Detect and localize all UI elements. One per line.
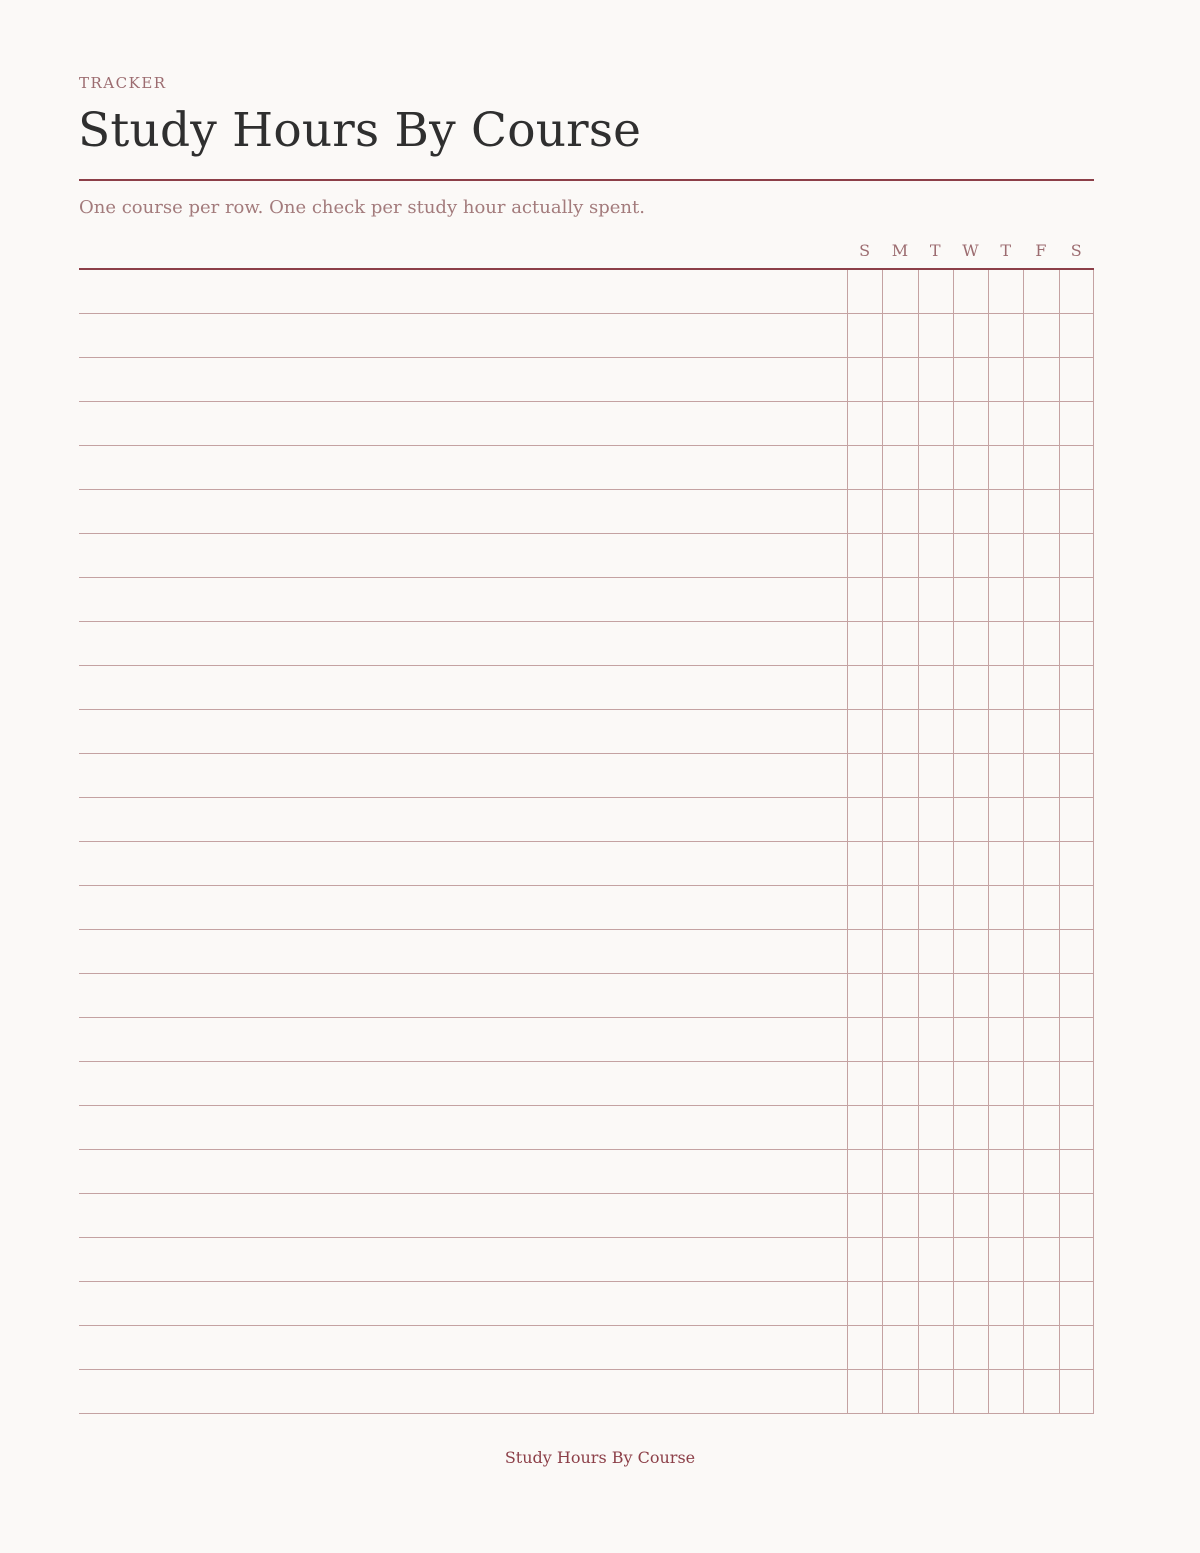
tracker-row xyxy=(79,1238,1094,1282)
hour-check-cell[interactable] xyxy=(1023,1150,1058,1193)
hour-check-cell[interactable] xyxy=(988,1018,1023,1061)
hour-check-cell[interactable] xyxy=(882,314,917,357)
hour-check-cell[interactable] xyxy=(847,1062,882,1105)
hour-check-cell[interactable] xyxy=(847,754,882,797)
hour-check-cell[interactable] xyxy=(882,1062,917,1105)
hour-check-cell[interactable] xyxy=(1059,666,1094,709)
tracker-row xyxy=(79,1150,1094,1194)
title-divider xyxy=(79,179,1094,181)
tracker-row xyxy=(79,578,1094,622)
tracker-row xyxy=(79,446,1094,490)
hour-check-cell[interactable] xyxy=(1059,402,1094,445)
hour-check-cell[interactable] xyxy=(882,1106,917,1149)
hour-check-cell[interactable] xyxy=(953,666,988,709)
course-name-field[interactable] xyxy=(79,930,847,973)
hour-check-cell[interactable] xyxy=(918,490,953,533)
hour-check-cell[interactable] xyxy=(953,1370,988,1413)
hour-check-cell[interactable] xyxy=(988,798,1023,841)
course-name-field[interactable] xyxy=(79,1018,847,1061)
course-name-field[interactable] xyxy=(79,1150,847,1193)
hour-check-cell[interactable] xyxy=(918,358,953,401)
hour-check-cell[interactable] xyxy=(988,490,1023,533)
hour-check-cell[interactable] xyxy=(847,402,882,445)
hour-check-cell[interactable] xyxy=(847,974,882,1017)
tracker-row xyxy=(79,842,1094,886)
hour-check-cell[interactable] xyxy=(1023,1370,1058,1413)
hour-check-cell[interactable] xyxy=(1059,1282,1094,1325)
hour-check-cell[interactable] xyxy=(882,666,917,709)
hour-check-cell[interactable] xyxy=(847,1018,882,1061)
tracker-row xyxy=(79,622,1094,666)
tracker-row xyxy=(79,710,1094,754)
tracker-row xyxy=(79,666,1094,710)
hour-check-cell[interactable] xyxy=(1023,270,1058,313)
hour-check-cell[interactable] xyxy=(918,1062,953,1105)
hour-check-cell[interactable] xyxy=(918,842,953,885)
day-label: S xyxy=(1070,241,1082,260)
hour-check-cell[interactable] xyxy=(1023,358,1058,401)
hour-check-cell[interactable] xyxy=(988,1238,1023,1281)
page-title: Study Hours By Course xyxy=(78,103,642,158)
hour-check-cell[interactable] xyxy=(953,842,988,885)
hour-check-cell[interactable] xyxy=(1059,798,1094,841)
hour-check-cell[interactable] xyxy=(1059,886,1094,929)
hour-check-cell[interactable] xyxy=(953,402,988,445)
course-name-field[interactable] xyxy=(79,1194,847,1237)
hour-check-cell[interactable] xyxy=(953,1062,988,1105)
hour-check-cell[interactable] xyxy=(988,1326,1023,1369)
hour-check-cell[interactable] xyxy=(1059,358,1094,401)
tracker-row xyxy=(79,490,1094,534)
hour-check-cell[interactable] xyxy=(882,358,917,401)
hour-check-cell[interactable] xyxy=(988,1150,1023,1193)
hour-check-cell[interactable] xyxy=(882,534,917,577)
tracker-row xyxy=(79,1370,1094,1414)
hour-check-cell[interactable] xyxy=(918,1282,953,1325)
hour-check-cell[interactable] xyxy=(953,578,988,621)
hour-check-cell[interactable] xyxy=(988,930,1023,973)
hour-check-cell[interactable] xyxy=(847,1370,882,1413)
hour-check-cell[interactable] xyxy=(918,710,953,753)
hour-check-cell[interactable] xyxy=(1023,402,1058,445)
hour-check-cell[interactable] xyxy=(1059,314,1094,357)
hour-check-cell[interactable] xyxy=(988,1370,1023,1413)
hour-check-cell[interactable] xyxy=(1023,930,1058,973)
hour-check-cell[interactable] xyxy=(1059,270,1094,313)
hour-check-cell[interactable] xyxy=(847,446,882,489)
hour-check-cell[interactable] xyxy=(882,1238,917,1281)
hour-check-cell[interactable] xyxy=(953,930,988,973)
hour-check-cell[interactable] xyxy=(882,754,917,797)
hour-check-cell[interactable] xyxy=(1023,446,1058,489)
hour-check-cell[interactable] xyxy=(1059,534,1094,577)
day-header xyxy=(847,241,1094,260)
hour-check-cell[interactable] xyxy=(847,1238,882,1281)
hour-check-cell[interactable] xyxy=(1059,1238,1094,1281)
hour-check-cell[interactable] xyxy=(918,754,953,797)
hour-check-cell[interactable] xyxy=(1059,1370,1094,1413)
hour-check-cell[interactable] xyxy=(1059,1326,1094,1369)
hour-check-cell[interactable] xyxy=(882,842,917,885)
hour-check-cell[interactable] xyxy=(988,1062,1023,1105)
hour-check-cell[interactable] xyxy=(1059,1106,1094,1149)
hour-check-cell[interactable] xyxy=(953,314,988,357)
hour-check-cell[interactable] xyxy=(988,314,1023,357)
hour-check-cell[interactable] xyxy=(988,402,1023,445)
hour-check-cell[interactable] xyxy=(847,314,882,357)
hour-check-cell[interactable] xyxy=(953,1282,988,1325)
hour-check-cell[interactable] xyxy=(847,534,882,577)
tracker-row xyxy=(79,534,1094,578)
section-eyebrow: TRACKER xyxy=(79,74,167,92)
course-name-field[interactable] xyxy=(79,270,847,313)
course-name-field[interactable] xyxy=(79,446,847,489)
hour-check-cell[interactable] xyxy=(918,1370,953,1413)
hour-check-cell[interactable] xyxy=(988,270,1023,313)
hour-check-cell[interactable] xyxy=(1023,842,1058,885)
hour-check-cell[interactable] xyxy=(953,710,988,753)
course-name-field[interactable] xyxy=(79,886,847,929)
hour-check-cell[interactable] xyxy=(953,358,988,401)
day-label: T xyxy=(1000,241,1012,260)
hour-check-cell[interactable] xyxy=(988,666,1023,709)
day-label: F xyxy=(1035,241,1047,260)
course-name-field[interactable] xyxy=(79,622,847,665)
hour-check-cell[interactable] xyxy=(882,798,917,841)
hour-check-cell[interactable] xyxy=(953,622,988,665)
hour-check-cell[interactable] xyxy=(1059,1150,1094,1193)
tracker-row xyxy=(79,270,1094,314)
hour-check-cell[interactable] xyxy=(1023,578,1058,621)
tracker-row xyxy=(79,798,1094,842)
hour-check-cell[interactable] xyxy=(953,754,988,797)
hour-check-cell[interactable] xyxy=(988,534,1023,577)
hour-check-cell[interactable] xyxy=(882,886,917,929)
hour-check-cell[interactable] xyxy=(988,754,1023,797)
day-label: S xyxy=(859,241,871,260)
hour-check-cell[interactable] xyxy=(918,1018,953,1061)
course-name-field[interactable] xyxy=(79,578,847,621)
hour-check-cell[interactable] xyxy=(953,446,988,489)
course-name-field[interactable] xyxy=(79,666,847,709)
hour-check-cell[interactable] xyxy=(953,798,988,841)
tracker-row xyxy=(79,886,1094,930)
hour-check-cell[interactable] xyxy=(1059,754,1094,797)
hour-check-cell[interactable] xyxy=(918,886,953,929)
hour-check-cell[interactable] xyxy=(1023,1282,1058,1325)
course-name-field[interactable] xyxy=(79,798,847,841)
hour-check-cell[interactable] xyxy=(988,358,1023,401)
hour-check-cell[interactable] xyxy=(1023,1106,1058,1149)
hour-check-cell[interactable] xyxy=(1059,1194,1094,1237)
hour-check-cell[interactable] xyxy=(918,1106,953,1149)
hour-check-cell[interactable] xyxy=(918,270,953,313)
hour-check-cell[interactable] xyxy=(918,1326,953,1369)
hour-check-cell[interactable] xyxy=(1059,1018,1094,1061)
page-footer: Study Hours By Course xyxy=(504,1448,696,1467)
tracker-row xyxy=(79,1018,1094,1062)
course-name-field[interactable] xyxy=(79,402,847,445)
hour-check-cell[interactable] xyxy=(988,974,1023,1017)
hour-check-cell[interactable] xyxy=(882,578,917,621)
hour-check-cell[interactable] xyxy=(988,1282,1023,1325)
hour-check-cell[interactable] xyxy=(847,798,882,841)
tracker-row xyxy=(79,974,1094,1018)
course-name-field[interactable] xyxy=(79,842,847,885)
day-label: W xyxy=(962,241,979,260)
hour-check-cell[interactable] xyxy=(1023,1062,1058,1105)
hour-check-cell[interactable] xyxy=(953,1106,988,1149)
course-name-field[interactable] xyxy=(79,754,847,797)
hour-check-cell[interactable] xyxy=(1023,754,1058,797)
course-name-field[interactable] xyxy=(79,314,847,357)
hour-check-cell[interactable] xyxy=(882,974,917,1017)
hour-check-cell[interactable] xyxy=(882,1326,917,1369)
hour-check-cell[interactable] xyxy=(953,1194,988,1237)
tracker-row xyxy=(79,402,1094,446)
course-name-field[interactable] xyxy=(79,1282,847,1325)
course-name-field[interactable] xyxy=(79,534,847,577)
hour-check-cell[interactable] xyxy=(953,974,988,1017)
hour-check-cell[interactable] xyxy=(953,270,988,313)
course-name-field[interactable] xyxy=(79,710,847,753)
hour-check-cell[interactable] xyxy=(1059,974,1094,1017)
hour-check-cell[interactable] xyxy=(882,1150,917,1193)
hour-check-cell[interactable] xyxy=(1023,710,1058,753)
hour-check-cell[interactable] xyxy=(882,1018,917,1061)
hour-check-cell[interactable] xyxy=(988,1194,1023,1237)
hour-check-cell[interactable] xyxy=(1023,1238,1058,1281)
hour-check-cell[interactable] xyxy=(953,534,988,577)
hour-check-cell[interactable] xyxy=(1023,974,1058,1017)
course-name-field[interactable] xyxy=(79,1106,847,1149)
tracker-row xyxy=(79,1194,1094,1238)
hour-check-cell[interactable] xyxy=(847,358,882,401)
hour-check-cell[interactable] xyxy=(918,534,953,577)
hour-check-cell[interactable] xyxy=(847,886,882,929)
hour-check-cell[interactable] xyxy=(882,1282,917,1325)
hour-check-cell[interactable] xyxy=(882,710,917,753)
hour-check-cell[interactable] xyxy=(1023,886,1058,929)
hour-check-cell[interactable] xyxy=(1023,1194,1058,1237)
hour-check-cell[interactable] xyxy=(1023,666,1058,709)
hour-check-cell[interactable] xyxy=(918,314,953,357)
course-name-field[interactable] xyxy=(79,1238,847,1281)
hour-check-cell[interactable] xyxy=(918,798,953,841)
day-label: T xyxy=(929,241,941,260)
hour-check-cell[interactable] xyxy=(847,578,882,621)
hour-check-cell[interactable] xyxy=(1059,578,1094,621)
hour-check-cell[interactable] xyxy=(847,842,882,885)
hour-check-cell[interactable] xyxy=(1023,490,1058,533)
hour-check-cell[interactable] xyxy=(1059,930,1094,973)
hour-check-cell[interactable] xyxy=(918,1150,953,1193)
hour-check-cell[interactable] xyxy=(847,1150,882,1193)
hour-check-cell[interactable] xyxy=(1023,534,1058,577)
hour-check-cell[interactable] xyxy=(918,446,953,489)
hour-check-cell[interactable] xyxy=(953,1150,988,1193)
tracker-row xyxy=(79,1062,1094,1106)
tracker-grid xyxy=(79,268,1094,1414)
course-name-field[interactable] xyxy=(79,1326,847,1369)
hour-check-cell[interactable] xyxy=(953,1018,988,1061)
hour-check-cell[interactable] xyxy=(1059,490,1094,533)
hour-check-cell[interactable] xyxy=(847,622,882,665)
hour-check-cell[interactable] xyxy=(847,666,882,709)
tracker-row xyxy=(79,358,1094,402)
hour-check-cell[interactable] xyxy=(918,974,953,1017)
course-name-field[interactable] xyxy=(79,358,847,401)
hour-check-cell[interactable] xyxy=(882,490,917,533)
tracker-row xyxy=(79,1326,1094,1370)
hour-check-cell[interactable] xyxy=(1059,842,1094,885)
hour-check-cell[interactable] xyxy=(882,930,917,973)
hour-check-cell[interactable] xyxy=(918,930,953,973)
tracker-row xyxy=(79,930,1094,974)
tracker-row xyxy=(79,314,1094,358)
hour-check-cell[interactable] xyxy=(988,842,1023,885)
hour-check-cell[interactable] xyxy=(988,1106,1023,1149)
tracker-row xyxy=(79,1282,1094,1326)
hour-check-cell[interactable] xyxy=(988,886,1023,929)
hour-check-cell[interactable] xyxy=(1059,446,1094,489)
hour-check-cell[interactable] xyxy=(988,446,1023,489)
hour-check-cell[interactable] xyxy=(1023,1018,1058,1061)
hour-check-cell[interactable] xyxy=(918,1194,953,1237)
course-name-field[interactable] xyxy=(79,974,847,1017)
course-name-field[interactable] xyxy=(79,490,847,533)
hour-check-cell[interactable] xyxy=(847,490,882,533)
page-subtitle: One course per row. One check per study hour actually spent. xyxy=(79,197,645,218)
hour-check-cell[interactable] xyxy=(953,1238,988,1281)
hour-check-cell[interactable] xyxy=(1023,1326,1058,1369)
hour-check-cell[interactable] xyxy=(918,578,953,621)
hour-check-cell[interactable] xyxy=(847,1194,882,1237)
hour-check-cell[interactable] xyxy=(847,710,882,753)
hour-check-cell[interactable] xyxy=(918,666,953,709)
tracker-row xyxy=(79,754,1094,798)
hour-check-cell[interactable] xyxy=(988,578,1023,621)
hour-check-cell[interactable] xyxy=(953,490,988,533)
hour-check-cell[interactable] xyxy=(918,1238,953,1281)
hour-check-cell[interactable] xyxy=(953,886,988,929)
hour-check-cell[interactable] xyxy=(882,622,917,665)
hour-check-cell[interactable] xyxy=(953,1326,988,1369)
hour-check-cell[interactable] xyxy=(882,446,917,489)
hour-check-cell[interactable] xyxy=(1023,798,1058,841)
hour-check-cell[interactable] xyxy=(882,402,917,445)
hour-check-cell[interactable] xyxy=(882,270,917,313)
tracker-row xyxy=(79,1106,1094,1150)
hour-check-cell[interactable] xyxy=(847,270,882,313)
hour-check-cell[interactable] xyxy=(847,1106,882,1149)
hour-check-cell[interactable] xyxy=(918,402,953,445)
hour-check-cell[interactable] xyxy=(918,622,953,665)
hour-check-cell[interactable] xyxy=(847,930,882,973)
hour-check-cell[interactable] xyxy=(847,1282,882,1325)
hour-check-cell[interactable] xyxy=(1059,710,1094,753)
hour-check-cell[interactable] xyxy=(882,1194,917,1237)
hour-check-cell[interactable] xyxy=(1023,622,1058,665)
hour-check-cell[interactable] xyxy=(988,710,1023,753)
hour-check-cell[interactable] xyxy=(882,1370,917,1413)
hour-check-cell[interactable] xyxy=(847,1326,882,1369)
day-label: M xyxy=(891,241,909,260)
hour-check-cell[interactable] xyxy=(988,622,1023,665)
course-name-field[interactable] xyxy=(79,1062,847,1105)
course-name-field[interactable] xyxy=(79,1370,847,1413)
hour-check-cell[interactable] xyxy=(1023,314,1058,357)
hour-check-cell[interactable] xyxy=(1059,622,1094,665)
hour-check-cell[interactable] xyxy=(1059,1062,1094,1105)
